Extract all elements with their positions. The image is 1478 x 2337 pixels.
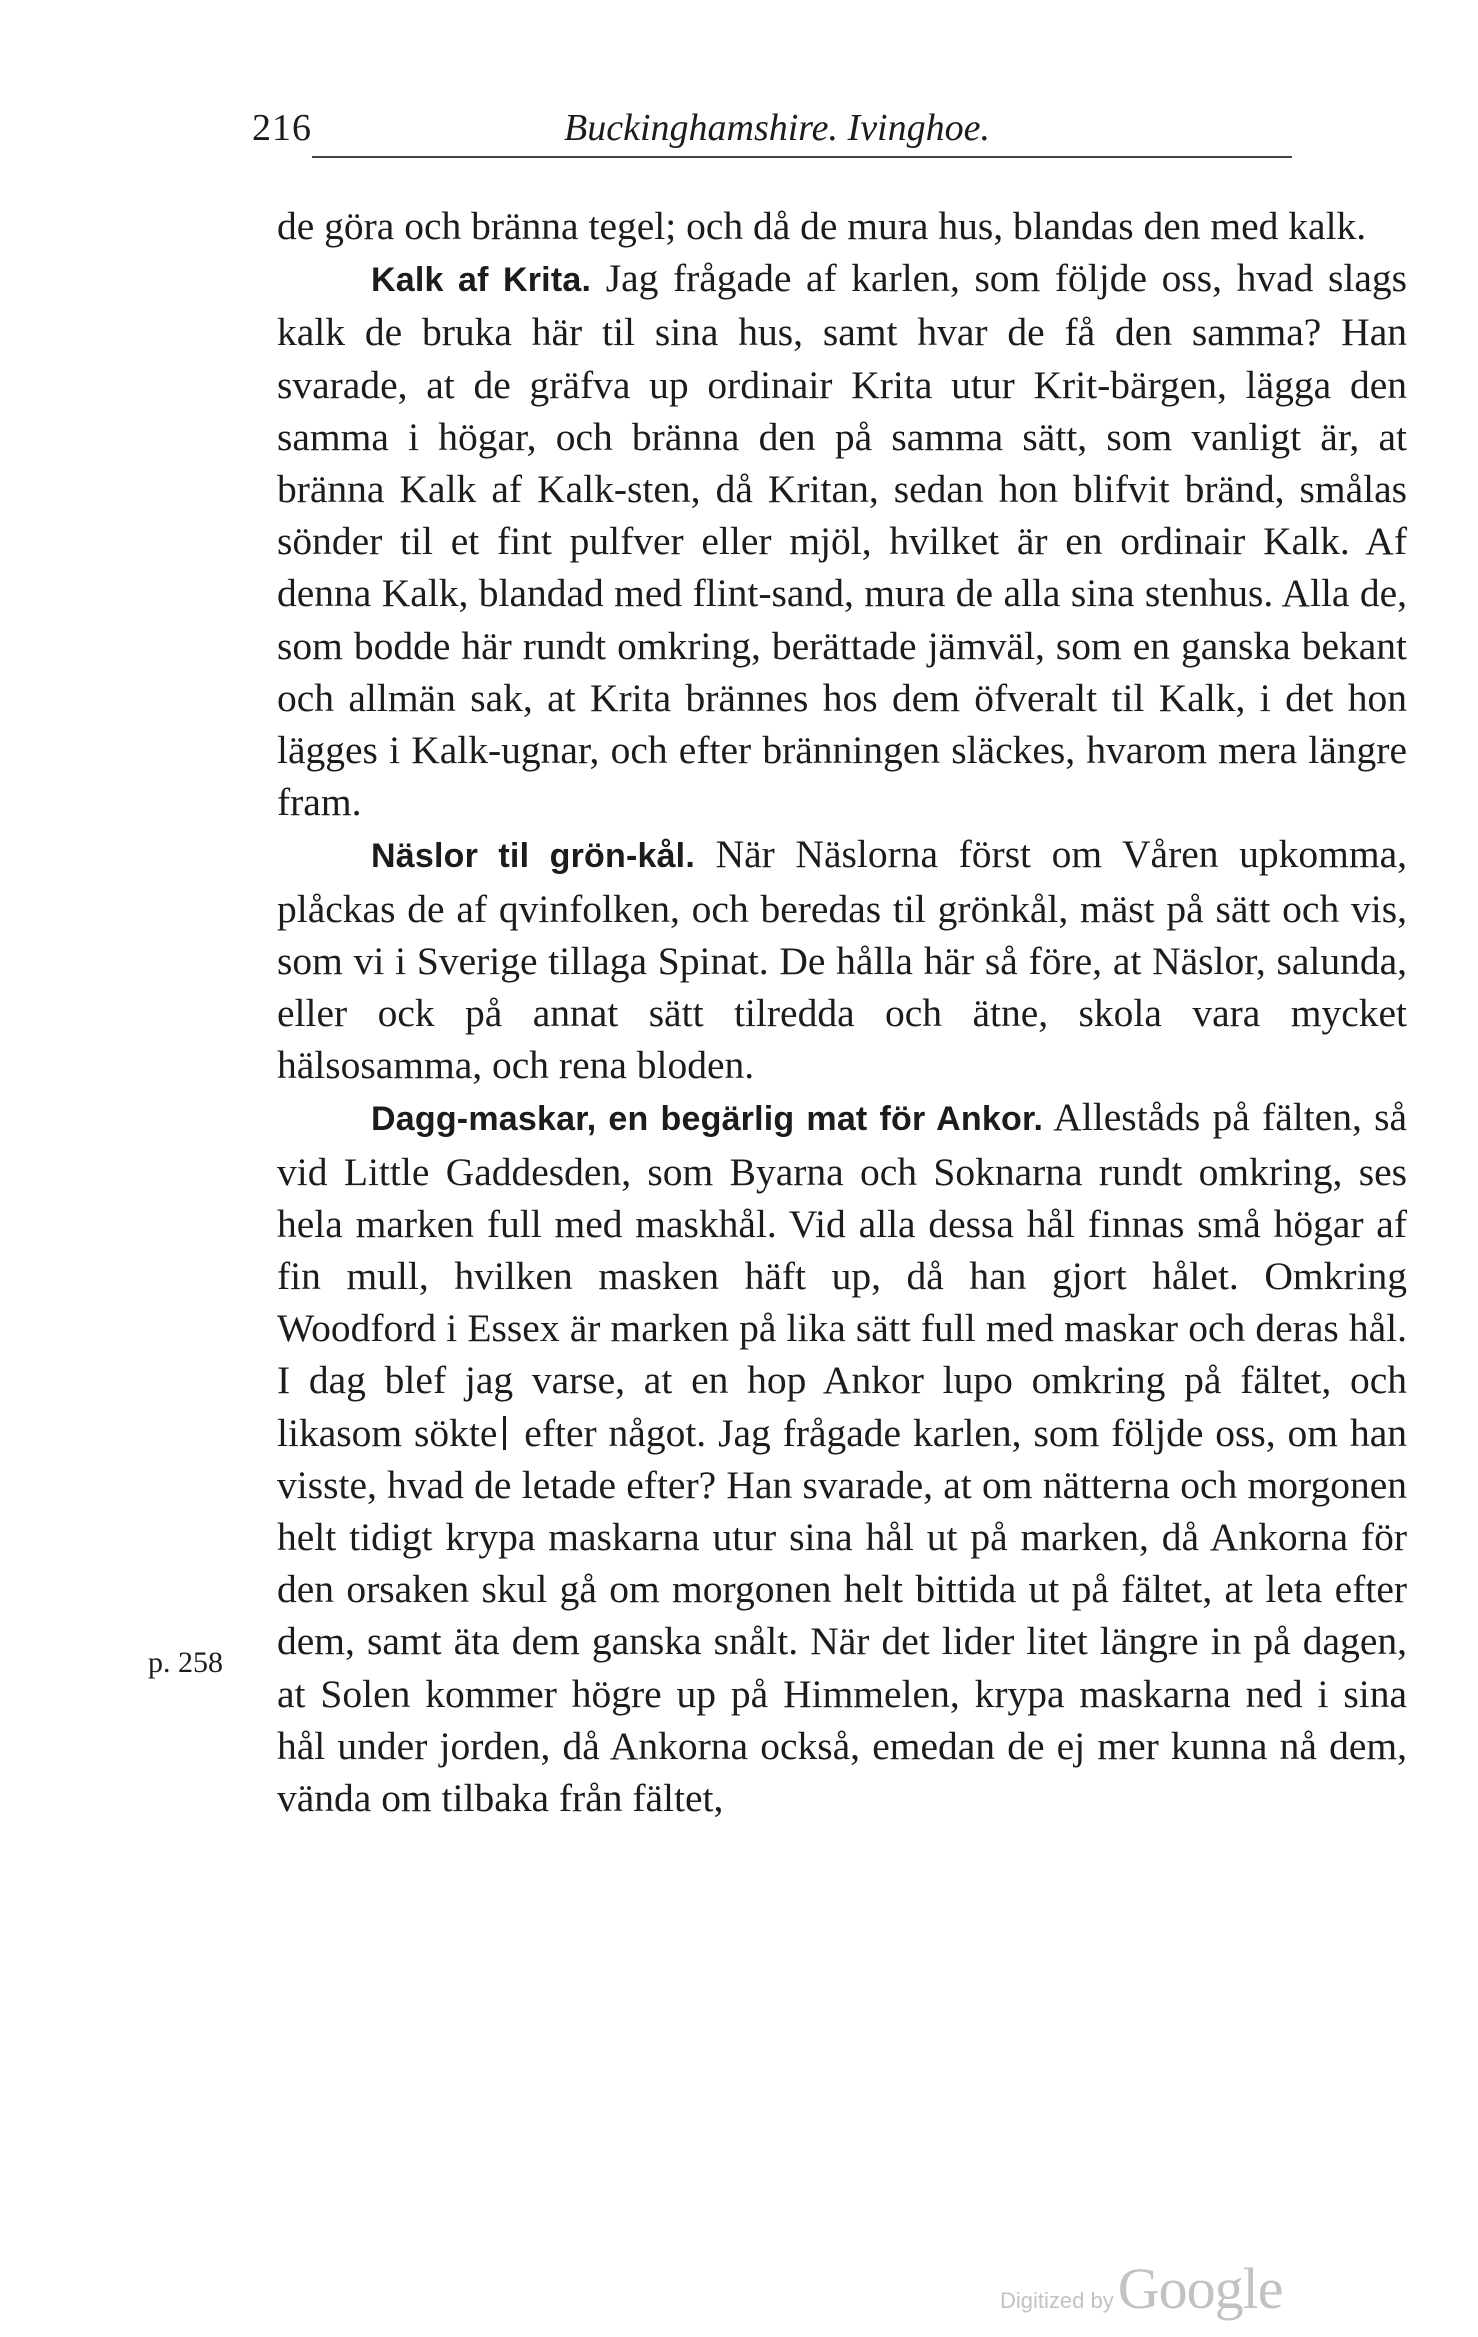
paragraph-naslor bbox=[277, 828, 1407, 1091]
paragraph-continuation bbox=[277, 200, 1407, 252]
page-number: 216 bbox=[252, 107, 312, 149]
page-break-marker bbox=[503, 1416, 506, 1450]
paragraph-kalk-af-krita bbox=[277, 252, 1407, 828]
section-heading: Näslor til grön-kål. bbox=[371, 837, 695, 876]
header-rule bbox=[312, 156, 1292, 158]
paragraph-text-continued: efter något. Jag frågade karlen, som följde oss, om han visste, hvad de letade efter? Han svarade, at om nätterna och morgonen helt tidigt krypa maskarna utur sina hål ut på marken, då Ankorna för den orsaken skul gå om morgonen helt bittida ut på fältet, at leta efter dem, samt äta dem ganska snålt. När det lider litet längre in på dagen, at Solen kommer högre up på Himmelen, krypa maskarna ned i sina hål under jorden, då Ankorna också, emedan de ej mer kunna nå dem, vända om tilbaka från fältet, bbox=[277, 1410, 1407, 1821]
section-heading: Kalk af Krita. bbox=[371, 261, 592, 300]
paragraph-dagg-maskar bbox=[277, 1091, 1407, 1824]
marginal-page-reference: p. 258 bbox=[148, 1646, 223, 1679]
digitized-watermark bbox=[1000, 2255, 1330, 2321]
watermark-prefix: Digitized by bbox=[1000, 2288, 1114, 2313]
running-title: Buckinghamshire. Ivinghoe. bbox=[564, 107, 990, 149]
paragraph-text: När Näslorna först om Våren upkomma, plåckas de af qvinfolken, och beredas til grönkål, mäst på sätt och vis, som vi i Sverige tillaga Spinat. De hålla här så före, at Näslor, salunda, eller ock på annat sätt tilredda och ätne, skola vara mycket hälsosamma, och rena bloden. bbox=[277, 832, 1407, 1088]
paragraph-text: Alleståds på fälten, så vid Little Gaddesden, som Byarna och Soknarna rundt omkring, ses hela marken full med maskhål. Vid alla dessa hål finnas små högar af fin mull, hvilken masken häft up, då han gjort hålet. Omkring Woodford i Essex är marken på lika sätt full med maskar och deras hål. I dag blef jag varse, at en hop Ankor lupo omkring på fältet, och likasom sökte bbox=[277, 1095, 1407, 1455]
body-text bbox=[277, 200, 1407, 1824]
paragraph-text: Jag frågade af karlen, som följde oss, hvad slags kalk de bruka här til sina hus, samt hvar de få den samma? Han svarade, at de gräfva up ordinair Krita utur Krit-bärgen, lägga den samma i högar, och bränna den på samma sätt, som vanligt är, at bränna Kalk af Kalk-sten, då Kritan, sedan hon blifvit bränd, smålas sönder til et fint pulfver eller mjöl, hvilket är en ordinair Kalk. Af denna Kalk, blandad med flint-sand, mura de alla sina stenhus. Alla de, som bodde här rundt omkring, berättade jämväl, som en ganska bekant och allmän sak, at Krita brännes hos dem öfveralt til Kalk, i det hon lägges i Kalk-ugnar, och efter bränningen släckes, hvarom mera längre fram. bbox=[277, 256, 1407, 825]
running-header bbox=[252, 96, 1302, 156]
paragraph-text: de göra och bränna tegel; och då de mura hus, blandas den med kalk. bbox=[277, 204, 1367, 248]
google-logo: Google bbox=[1117, 2256, 1283, 2321]
section-heading: Dagg-maskar, en begärlig mat för Ankor. bbox=[371, 1100, 1044, 1139]
